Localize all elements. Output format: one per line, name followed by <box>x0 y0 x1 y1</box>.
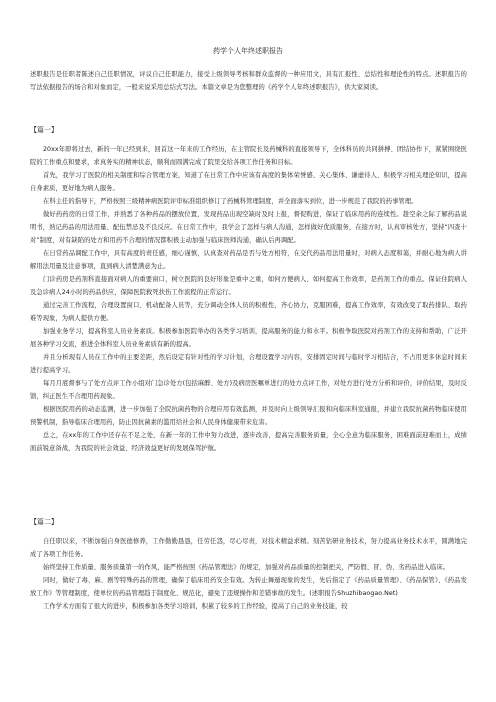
paragraph: 门诊药房是药剂科直接面对病人的重要窗口，树立医院的良好形象是重中之重，如何方便病人、如何提高工作效率，是药剂工作的重点。保证住院病人及急诊病人24小时的药品供应，保障医院救死扶伤工作流程的正常运行。 <box>30 276 467 296</box>
paragraph: 首先，我学习了医院的相关制度和综合管理方案，知道了在日常工作中应该有高度的集体荣誉感、关心集体、谦虚待人、积极学习相关理论知识，提高自身素质，更好地为病人服务。 <box>30 172 467 192</box>
intro-block <box>30 68 467 94</box>
section-1-body <box>30 143 467 455</box>
paragraph: 在日常药品调配工作中，具有高度的责任感，细心谨慎，认真查对药品是否与处方相符，在交代药品用法用量时，对病人态度和蔼，并耐心地为病人讲解用法用量及注意事项，直到病人清楚满意为止。 <box>30 250 467 270</box>
paragraph: 并且分析现有人员在工作中的主要差距，然后设定有针对性的学习计划，合理设置学习内容，安排固定时间与临时学习相结合，不占用更多休息时间来进行提高学习。 <box>30 354 467 374</box>
section-heading-2: 【篇二】 <box>30 518 58 526</box>
paragraph: 做好药药房的日常工作，并熟悉了各种药品的摆放位置，发现药品出现空缺时及时上报，督促购进，保证了临床用药的连续性。趁空余之际了解药品说明书，熟记药品的用法用量、配伍禁忌及不良反应。在日常工作中，我学会了怎样与病人沟通，怎样做好优质服务，在接方时，认真审核处方，坚持“四查十对”制度，对有缺陷的处方和用药不合理的情况都积极主动加强与临床医师沟通，确认后再调配。 <box>30 211 467 244</box>
paragraph: 在科主任的指导下，严格按照三级精神病医院评审标准组织修订了药械科管理制度，并全面落实到位，进一步规范了我院的药事管理。 <box>43 198 418 205</box>
section-2-body <box>30 535 467 613</box>
intro-paragraph: 述职报告是任职者陈述自己任职情况，评议自己任职能力，接受上级领导考核和群众监督的一种应用文，具有汇报性、总结性和理论性的特点。述职报告的写法依据报告的场合和对象而定，一般来说采用总结式写法。本篇文章是为您整理的《药学个人年终述职报告》，供大家阅读。 <box>30 71 467 91</box>
paragraph: 工作学术方面有了很大的进步，积极参加各类学习培训，积累了较多的工作经验，提高了自己的业务技能，较 <box>43 603 348 610</box>
document-title: 药学个人年终述职报告 <box>213 47 283 55</box>
paragraph: 通过完善工作流程，合理设置窗口、机动配备人员等，充分调动全体人员的积极性，齐心协力，克服困难，提高工作效率，有效改变了取药排队、取药难等现象，为病人提供方便。 <box>30 302 467 322</box>
paragraph: 20xx年即将过去，新的一年已经到来，回首这一年来的工作经历，在主管院长及药械科的直接领导下，全体科员的共同拼搏、团结协作下，紧紧围绕医院的工作重点和要求，求真务实的精神状态，顺利而圆满完成了院里交给各项工作任务和目标。 <box>30 146 467 166</box>
paragraph: 总之，在xx年的工作中还存在不足之处，在新一年的工作中努力改进，逐步改善，提高完善服务质量，全心全意为临床服务，困难面前迎难而上，成绩面前锐意备战，为我院的社会效益、经济效益更好的发展保驾护航。 <box>30 432 467 452</box>
paragraph: 根据医院用药的动态监测，进一步加强了全院抗菌药物的合理应用有效监测，并及时向上级领导汇报和向临床科室通报，并建立我院抗菌药物临床使用预警机制，指导临床合理用药，防止因抗菌素的滥用给社会和人民身体健康带来危害。 <box>30 406 467 426</box>
paragraph: 始终坚持工作质量、服务质量第一的作风，能严格按照《药品管理法》的规定，加强对药品质量的控制把关，严防假、冒、伪、劣药品进入临床。 <box>43 564 450 571</box>
section-heading-1: 【篇一】 <box>30 126 58 134</box>
paragraph: 每月月底督事与了处方点评工作小组对门急诊处方(包括麻醉、处方)及病房医嘱单进行的处方点评工作，对处方进行处方分析和评价，评价结果，及时反馈，纠正医生不合理用药现象。 <box>30 380 467 400</box>
paragraph: 自任职以来，不断加强自身医德修养，工作勤勤恳恳，任劳任怨，尽心尽责，对技术精益求精。刻苦钻研业务技术，努力提高业务技术水平，圆满地完成了各项工作任务。 <box>30 538 467 558</box>
paragraph: 同时，做好了毒、麻、剧等特殊药品的管理，确保了临床用药安全有效。为转止舞遁现象的发生，先后指定了《药品质量管理》、《药品保管》、《药品发放工作》等管理制度，使单位的药品管理趋于制度化、规范化，避免了违规操作和差错事故的发生。(述职报告Shuzhibaogao.Net) <box>30 577 467 597</box>
paragraph: 加强业务学习，提高科室人员业务素质。积极参加医院举办的各类学习培训，提高服务的能力和水平。积极争取医院对药剂工作的支持和帮助，广泛开展各种学习交流，推进全体科室人员业务素质有新的提高。 <box>30 328 467 348</box>
